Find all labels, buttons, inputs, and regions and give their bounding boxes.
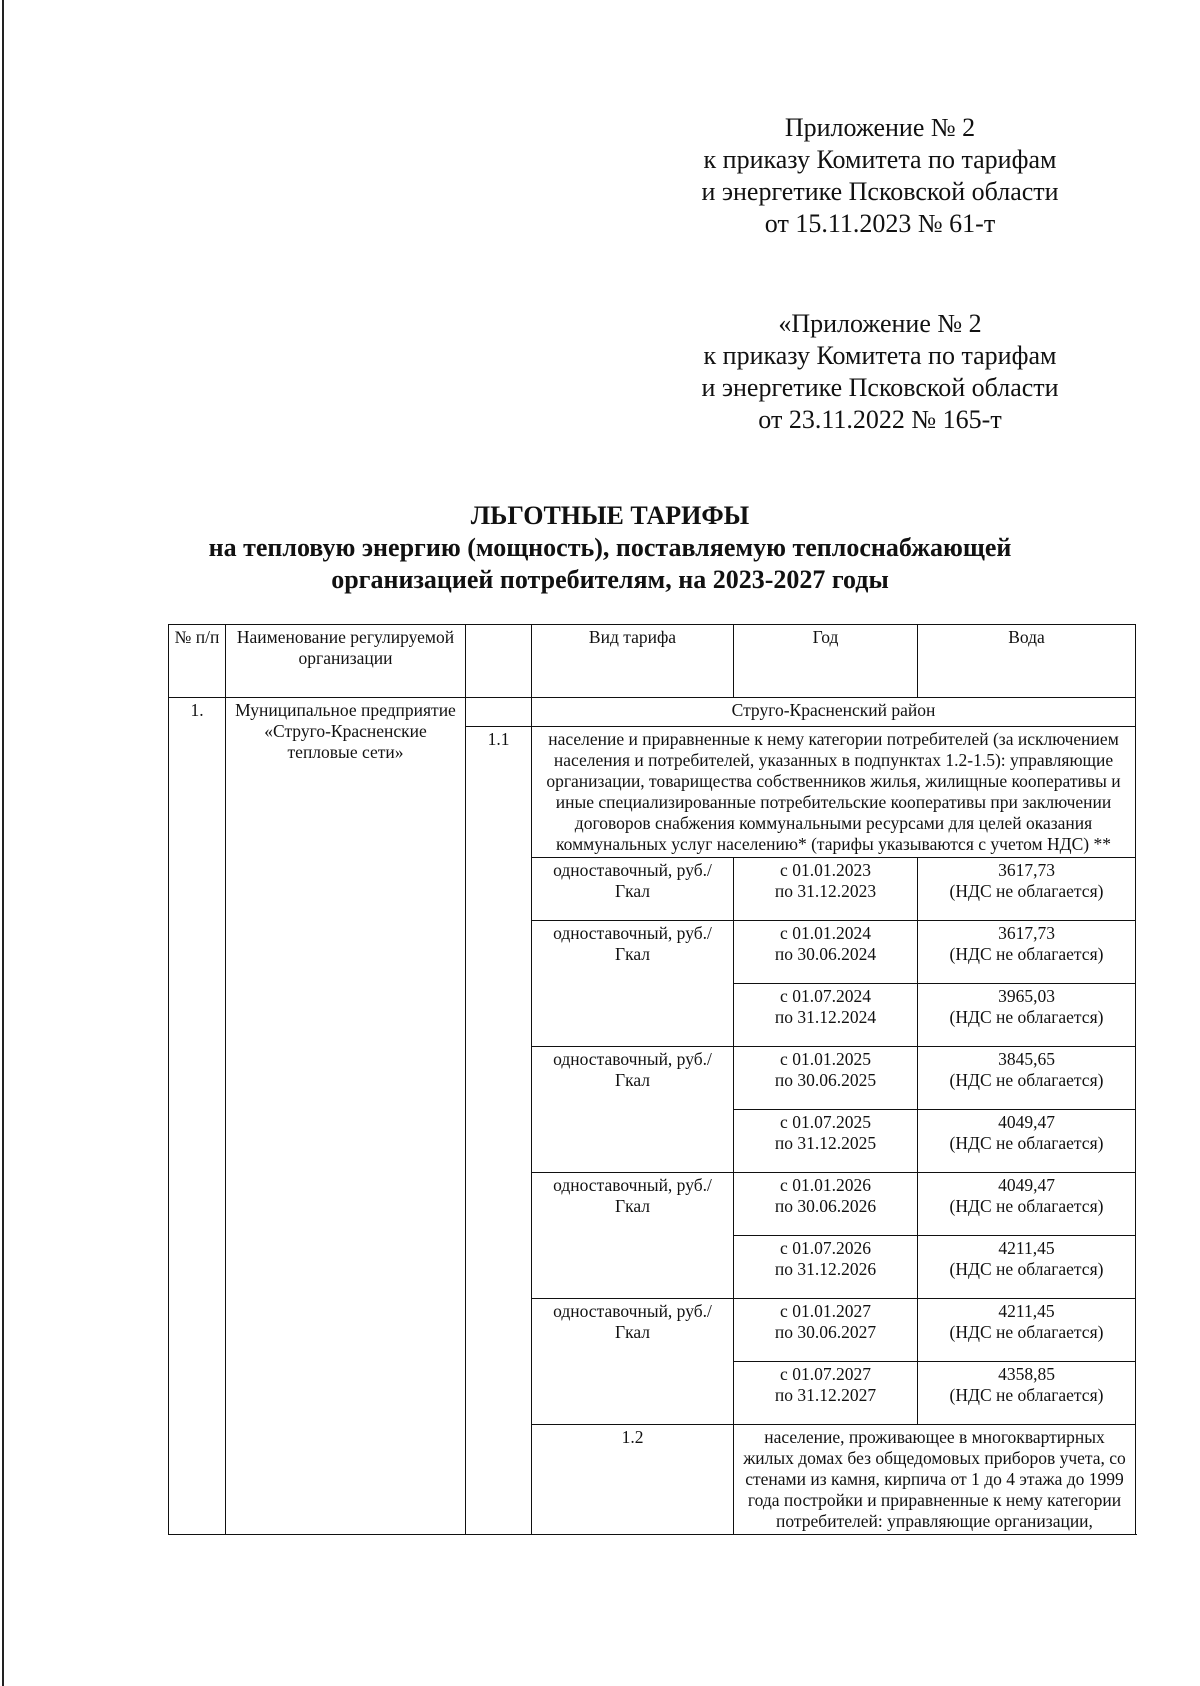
title-line: на тепловую энергию (мощность), поставляемую теплоснабжающей [208,533,1012,562]
tariff-period [734,921,918,984]
appendix-line: от 15.11.2023 № 61-т [764,209,996,238]
tariff-period [734,1236,918,1299]
appendix-line: и энергетике Псковской области [701,177,1059,206]
value-note: (НДС не облагается) [949,1196,1104,1216]
subsection-number: 1.2 [532,1425,734,1535]
row-number: 1. [169,698,226,1535]
period-to: по 30.06.2025 [774,1070,877,1090]
value-amount: 3617,73 [998,860,1055,880]
subsection-blank [466,698,532,727]
value-amount: 4358,85 [998,1364,1055,1384]
tariff-table [168,624,1136,1535]
value-note: (НДС не облагается) [949,881,1104,901]
value-note: (НДС не облагается) [949,1259,1104,1279]
tariff-period [734,1362,918,1425]
organization-name: Муниципальное предприятие «Струго-Красненские тепловые сети» [226,698,466,1535]
tariff-value [918,1047,1136,1110]
appendix-line: Приложение № 2 [784,113,976,142]
value-note: (НДС не облагается) [949,1133,1104,1153]
document-title [180,500,1040,596]
header-water: Вода [918,625,1136,698]
period-to: по 31.12.2023 [774,881,877,901]
appendix-line: «Приложение № 2 [778,309,982,338]
appendix-heading-current [670,112,1090,240]
value-amount: 4049,47 [998,1112,1055,1132]
tariff-type: одноставочный, руб./Гкал [532,1047,734,1173]
period-from: с 01.07.2026 [780,1238,871,1258]
value-amount: 3617,73 [998,923,1055,943]
table-row [169,698,1136,727]
tariff-period [734,1299,918,1362]
table-header-row [169,625,1136,698]
appendix-line: к приказу Комитета по тарифам [703,145,1057,174]
period-from: с 01.01.2025 [780,1049,871,1069]
appendix-line: и энергетике Псковской области [701,373,1059,402]
period-from: с 01.07.2025 [780,1112,871,1132]
tariff-value [918,1110,1136,1173]
subsection-number: 1.1 [466,727,532,1535]
value-note: (НДС не облагается) [949,1385,1104,1405]
value-amount: 4211,45 [998,1301,1055,1321]
period-to: по 31.12.2024 [774,1007,877,1027]
period-to: по 30.06.2024 [774,944,877,964]
consumer-category: население, проживающее в многоквартирных жилых домах без общедомовых приборов учета, со стенами из камня, кирпича от 1 до 4 этажа до 1999 года постройки и приравненные к нему категории потребителей: управляющие организации, [734,1425,1136,1535]
header-subsection [466,625,532,698]
tariff-period [734,1110,918,1173]
header-year: Год [734,625,918,698]
value-amount: 4049,47 [998,1175,1055,1195]
consumer-category: население и приравненные к нему категории потребителей (за исключением населения и потребителей, указанных в подпунктах 1.2-1.5): управляющие организации, товарищества собственников жилья, жилищные кооперативы и иные специализированные потребительские кооперативы при заключении договоров снабжения коммунальными ресурсами для целей оказания коммунальных услуг населению* (тарифы указываются с учетом НДС) ** [532,727,1136,858]
period-from: с 01.01.2024 [780,923,871,943]
tariff-value [918,858,1136,921]
tariff-value [918,984,1136,1047]
value-note: (НДС не облагается) [949,1070,1104,1090]
appendix-heading-previous [670,308,1090,436]
appendix-line: к приказу Комитета по тарифам [703,341,1057,370]
value-amount: 3965,03 [998,986,1055,1006]
header-organization: Наименование регулируемой организации [226,625,466,698]
appendix-line: от 23.11.2022 № 165-т [758,405,1002,434]
value-note: (НДС не облагается) [949,944,1104,964]
tariff-type: одноставочный, руб./Гкал [532,1299,734,1425]
header-number: № п/п [169,625,226,698]
tariff-period [734,984,918,1047]
tariff-value [918,1236,1136,1299]
period-to: по 30.06.2027 [774,1322,877,1342]
period-to: по 30.06.2026 [774,1196,877,1216]
period-from: с 01.01.2023 [780,860,871,880]
period-to: по 31.12.2026 [774,1259,877,1279]
tariff-value [918,1299,1136,1362]
tariff-type: одноставочный, руб./Гкал [532,921,734,1047]
period-from: с 01.07.2024 [780,986,871,1006]
tariff-period [734,1047,918,1110]
tariff-value [918,1173,1136,1236]
period-from: с 01.01.2026 [780,1175,871,1195]
value-amount: 4211,45 [998,1238,1055,1258]
tariff-value [918,921,1136,984]
tariff-period [734,1173,918,1236]
value-note: (НДС не облагается) [949,1007,1104,1027]
scan-edge-line [2,0,4,1686]
value-amount: 3845,65 [998,1049,1055,1069]
period-to: по 31.12.2027 [774,1385,877,1405]
period-from: с 01.01.2027 [780,1301,871,1321]
value-note: (НДС не облагается) [949,1322,1104,1342]
period-from: с 01.07.2027 [780,1364,871,1384]
tariff-period [734,858,918,921]
title-line: организацией потребителям, на 2023-2027 годы [331,565,889,594]
tariff-value [918,1362,1136,1425]
header-tariff-type: Вид тарифа [532,625,734,698]
tariff-type: одноставочный, руб./Гкал [532,858,734,921]
district-name: Струго-Красненский район [532,698,1136,727]
period-to: по 31.12.2025 [774,1133,877,1153]
tariff-type: одноставочный, руб./Гкал [532,1173,734,1299]
title-line: ЛЬГОТНЫЕ ТАРИФЫ [470,501,750,530]
